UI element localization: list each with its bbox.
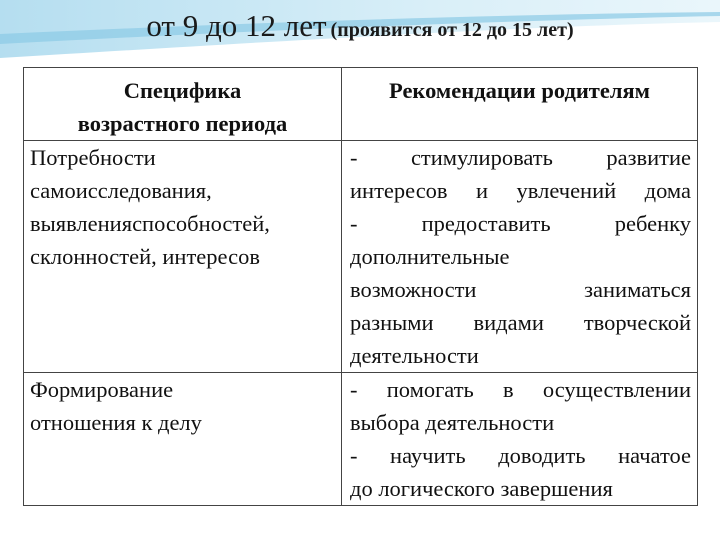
row-specifics-cell [24,373,342,506]
cell-line: интересов и увлечений дома [350,178,691,203]
cell-line: - стимулировать развитие [350,145,691,170]
header-line: возрастного периода [77,111,288,136]
cell-line: Формирование [30,377,174,402]
title-subtitle: (проявится от 12 до 15 лет) [330,19,574,41]
table-row [24,141,698,373]
row-recommendations-cell [342,141,698,373]
cell-line: Потребности [30,145,156,170]
cell-line: дополнительные [350,244,510,269]
cell-line: возможности заниматься [350,277,691,302]
cell-line: выбора деятельности [350,410,555,435]
title-main: от 9 до 12 лет [146,8,327,43]
row-specifics-cell [24,141,342,373]
cell-line: до логического завершения [350,476,613,501]
cell-line: отношения к делу [30,410,202,435]
header-age-specifics [24,68,342,141]
cell-line: - помогать в осуществлении [350,377,691,402]
table-header-row [24,68,698,141]
header-line: Рекомендации родителям [389,78,650,103]
header-line: Специфика [123,78,242,103]
row-recommendations-cell [342,373,698,506]
cell-line: деятельности [350,343,479,368]
cell-line: самоисследования, [30,178,212,203]
recommendations-table [23,67,698,506]
page-title [0,8,720,44]
table-row [24,373,698,506]
cell-line: разными видами творческой [350,310,691,335]
cell-line: - предоставить ребенку [350,211,691,236]
cell-line: - научить доводить начатое [350,443,691,468]
cell-line: выявленияспособностей, [30,211,270,236]
cell-line: склонностей, интересов [30,244,260,269]
header-recommendations [342,68,698,141]
